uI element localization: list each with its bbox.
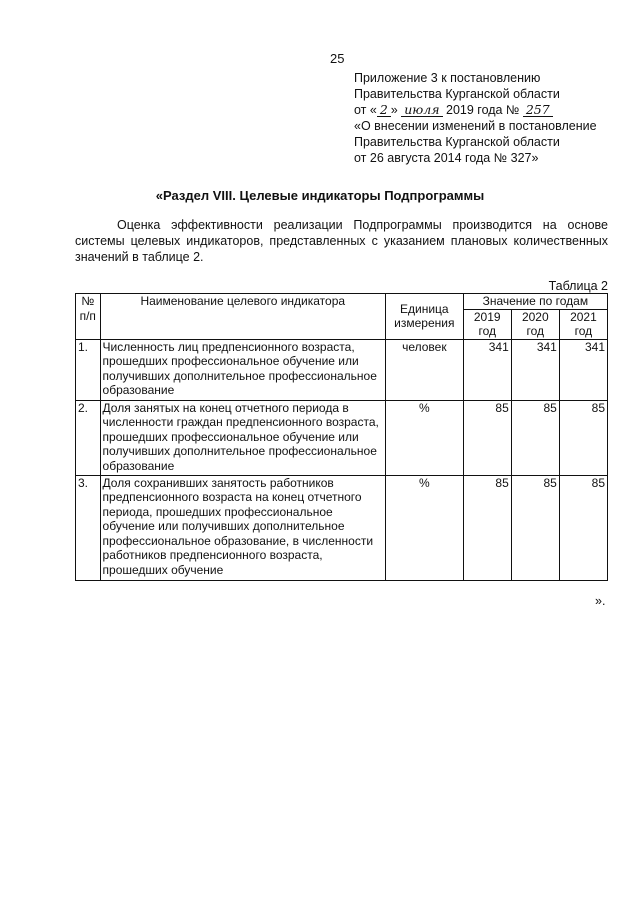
row-value-2020: 85 [511, 400, 559, 475]
date-mid: » [390, 103, 398, 117]
row-value-2019: 85 [463, 400, 511, 475]
handwritten-number: 257 [523, 103, 553, 117]
row-value-2021: 85 [559, 400, 607, 475]
appendix-line-3 [354, 102, 597, 118]
closing-quote: ». [595, 594, 606, 608]
date-year: 2019 года № [446, 103, 520, 117]
page-number: 25 [330, 51, 345, 66]
header-values-group: Значение по годам [463, 294, 607, 310]
appendix-line-5: Правительства Курганской области [354, 135, 560, 149]
row-value-2021: 85 [559, 475, 607, 580]
header-unit: Единица измерения [385, 294, 463, 340]
date-prefix: от « [354, 103, 377, 117]
row-value-2019: 85 [463, 475, 511, 580]
section-title: «Раздел VIII. Целевые индикаторы Подпрограммы [155, 188, 485, 203]
row-unit: человек [385, 339, 463, 400]
row-num: 2. [76, 400, 101, 475]
appendix-line-4: «О внесении изменений в постановление [354, 119, 597, 133]
row-value-2020: 341 [511, 339, 559, 400]
header-year-2020: 2020 год [511, 309, 559, 339]
row-unit: % [385, 475, 463, 580]
table-header-row [76, 294, 608, 310]
row-name: Доля сохранивших занятость работников предпенсионного возраста на конец отчетного периода, прошедших профессиональное обучение или получивших дополнительное профессиональное образование, в численности работников предпенсионного возраста, прошедших обучение [100, 475, 385, 580]
row-num: 1. [76, 339, 101, 400]
row-value-2020: 85 [511, 475, 559, 580]
row-value-2019: 341 [463, 339, 511, 400]
appendix-line-1: Приложение 3 к постановлению [354, 71, 541, 85]
row-num: 3. [76, 475, 101, 580]
header-num: № п/п [76, 294, 101, 340]
table-row [76, 475, 608, 580]
header-name: Наименование целевого индикатора [100, 294, 385, 340]
handwritten-month: июля [401, 103, 442, 117]
row-name: Доля занятых на конец отчетного периода в численности граждан предпенсионного возраста, прошедших профессиональное обучение или получивших дополнительное профессиональное образование [100, 400, 385, 475]
row-value-2021: 341 [559, 339, 607, 400]
header-year-2021: 2021 год [559, 309, 607, 339]
appendix-header [354, 70, 597, 166]
appendix-line-2: Правительства Курганской области [354, 87, 560, 101]
header-year-2019: 2019 год [463, 309, 511, 339]
table-row [76, 339, 608, 400]
indicators-table [75, 293, 608, 581]
table-row [76, 400, 608, 475]
handwritten-day: 2 [377, 103, 391, 117]
row-name: Численность лиц предпенсионного возраста, прошедших профессиональное обучение или получивших дополнительное профессиональное образование [100, 339, 385, 400]
appendix-line-6: от 26 августа 2014 года № 327» [354, 151, 539, 165]
intro-paragraph: Оценка эффективности реализации Подпрограммы производится на основе системы целевых индикаторов, представленных с указанием плановых количественных значений в таблице 2. [75, 218, 608, 264]
row-unit: % [385, 400, 463, 475]
table-caption: Таблица 2 [548, 279, 608, 293]
